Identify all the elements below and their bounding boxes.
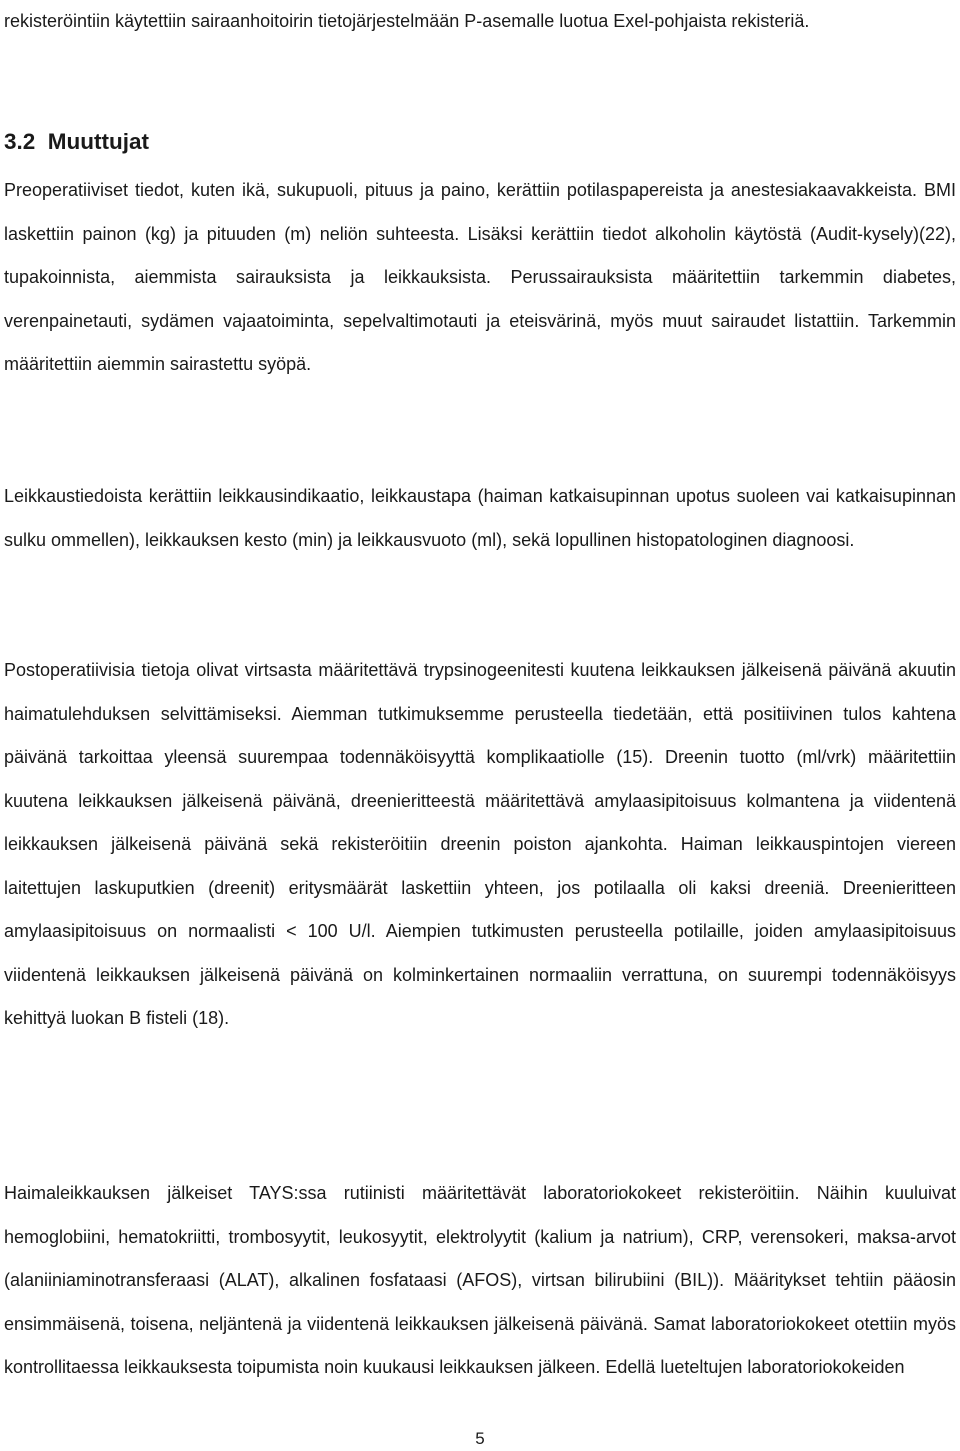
section-heading: 3.2 Muuttujat [4, 129, 149, 154]
paragraph-laboratory: Haimaleikkauksen jälkeiset TAYS:ssa rutiinisti määritettävät laboratoriokokeet rekisteröitiin. Näihin kuuluivat hemoglobiini, hematokriitti, trombosyytit, leukosyytit, elektrolyytit (kalium ja natrium), CRP, verensokeri, maksa-arvot (alaniiniaminotransferaasi (ALAT), alkalinen fosfataasi (AFOS), virtsan bilirubiini (BIL)). Määritykset tehtiin pääosin ensimmäisenä, toisena, neljäntenä ja viidentenä leikkauksen jälkeisenä päivänä. Samat laboratoriokokeet otettiin myös kontrollitaessa leikkauksesta toipumista noin kuukausi leikkauksen jälkeen. Edellä lueteltujen laboratoriokokeiden [4, 1183, 956, 1377]
page-number: 5 [475, 1429, 485, 1448]
paragraph-postoperative: Postoperatiivisia tietoja olivat virtsasta määritettävä trypsinogeenitesti kuutena leikkauksen jälkeisenä päivänä akuutin haimatulehduksen selvittämiseksi. Aiemman tutkimuksemme perusteella tiedetään, että positiivinen tulos kahtena päivänä tarkoittaa yleensä suurempaa todennäköisyyttä komplikaatiolle (15). Dreenin tuotto (ml/vrk) määritettiin kuutena leikkauksen jälkeisenä päivänä, dreenieritteestä määritettävä amylaasipitoisuus kolmantena ja viidentenä leikkauksen jälkeisenä päivänä sekä rekisteröitiin dreenin poiston ajankohta. Haiman leikkauspintojen viereen laitettujen laskuputkien (dreenit) eritysmäärät laskettiin yhteen, jos potilaalla oli kaksi dreeniä. Dreenieritteen amylaasipitoisuus on normaalisti < 100 U/l. Aiempien tutkimusten perusteella potilaille, joiden amylaasipitoisuus viidentenä leikkauksen jälkeisenä päivänä on kolminkertainen normaaliin verrattuna, on suurempi todennäköisyys kehittyä luokan B fisteli (18). [4, 660, 956, 1028]
intro-paragraph-fragment: rekisteröintiin käytettiin sairaanhoitoirin tietojärjestelmään P-asemalle luotua Exel-pohjaista rekisteriä. [4, 11, 810, 31]
paragraph-surgery-data: Leikkaustiedoista kerättiin leikkausindikaatio, leikkaustapa (haiman katkaisupinnan upotus suoleen vai katkaisupinnan sulku ommellen), leikkauksen kesto (min) ja leikkausvuoto (ml), sekä lopullinen histopatologinen diagnoosi. [4, 486, 956, 550]
paragraph-preoperative: Preoperatiiviset tiedot, kuten ikä, sukupuoli, pituus ja paino, kerättiin potilaspapereista ja anestesiakaavakkeista. BMI laskettiin painon (kg) ja pituuden (m) neliön suhteesta. Lisäksi kerättiin tiedot alkoholin käytöstä (Audit-kysely)(22), tupakoinnista, aiemmista sairauksista ja leikkauksista. Perussairauksista määritettiin tarkemmin diabetes, verenpainetauti, sydämen vajaatoiminta, sepelvaltimotauti ja eteisvärinä, myös muut sairaudet listattiin. Tarkemmin määritettiin aiemmin sairastettu syöpä. [4, 180, 956, 374]
